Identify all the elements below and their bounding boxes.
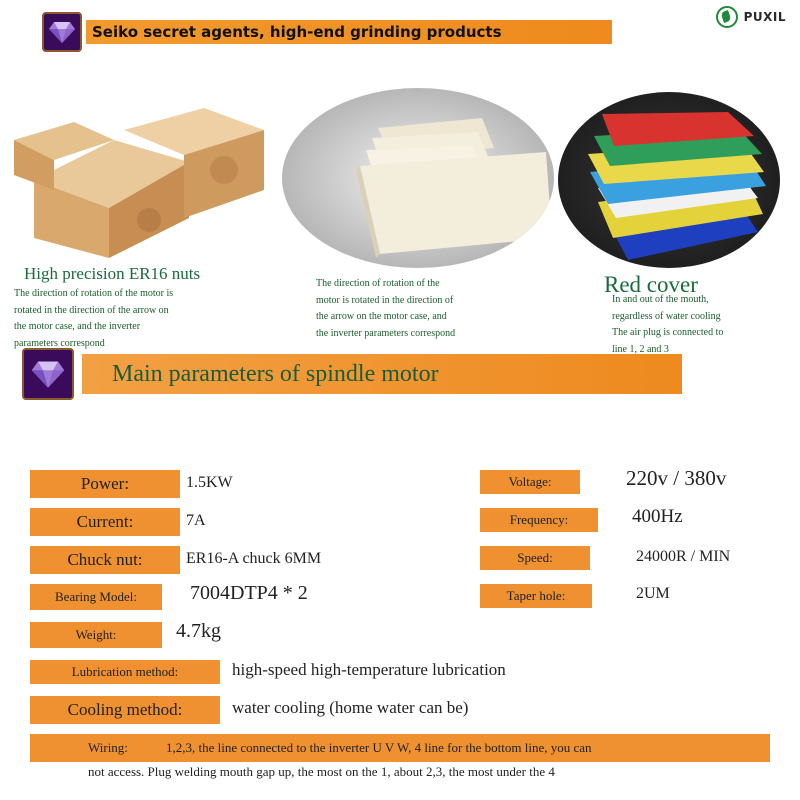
cooling-label: Cooling method: [30,696,220,724]
purple-gem-icon [42,12,82,52]
brand-name: PUXIL [743,10,786,24]
weight-label: Weight: [30,622,162,648]
wiring-value-line2: not access. Plug welding mouth gap up, the most on the 1, about 2,3, the most under the 4 [88,764,555,779]
chuck-nut-label: Chuck nut: [30,546,180,574]
section-banner [22,346,682,402]
feature-line: line 1, 2 and 3 [612,343,669,355]
power-value: 1.5KW [186,474,233,491]
bearing-label: Bearing Model: [30,584,162,610]
feature-line: The direction of rotation of the motor is [14,288,174,299]
brand-logo [716,6,786,28]
frequency-label: Frequency: [480,508,598,532]
leaf-logo-icon [716,6,738,28]
lubrication-label: Lubrication method: [30,660,220,684]
current-value: 7A [186,512,206,529]
current-label: Current: [30,508,180,536]
feature-title-red-cover: Red cover [604,272,698,297]
speed-value: 24000R / MIN [636,548,731,565]
header-banner [42,10,612,54]
feature-line: The direction of rotation of the [316,278,440,289]
feature-text-rotation [316,276,546,342]
colored-boards-photo [558,92,780,268]
voltage-label: Voltage: [480,470,580,494]
purple-gem-icon [22,348,74,400]
feature-line: The air plug is connected to [612,327,724,338]
wiring-label: Wiring: [88,740,128,755]
bearing-value: 7004DTP4 * 2 [190,582,308,604]
taper-hole-value: 2UM [636,585,670,602]
weight-value: 4.7kg [176,620,221,642]
feature-line: regardless of water cooling [612,310,721,322]
feature-line: the motor case, and the inverter [14,321,141,332]
feature-line: motor is rotated in the direction of [316,294,454,306]
header-banner-text: Seiko secret agents, high-end grinding products [92,23,502,41]
feature-line: the inverter parameters correspond [316,327,456,339]
feature-line: the arrow on the motor case, and [316,311,447,322]
white-sheets-photo [282,88,554,268]
speed-label: Speed: [480,546,590,570]
wiring-value-line1: 1,2,3, the line connected to the inverter U V W, 4 line for the bottom line, you can [166,740,592,755]
feature-line: parameters correspond [14,337,105,349]
lubrication-value: high-speed high-temperature lubrication [232,660,506,679]
feature-line: In and out of the mouth, [612,294,709,305]
voltage-value: 220v / 380v [626,466,727,490]
power-label: Power: [30,470,180,498]
cooling-value: water cooling (home water can be) [232,698,469,717]
section-banner-text: Main parameters of spindle motor [112,360,439,387]
chuck-nut-value: ER16-A chuck 6MM [186,550,322,567]
wood-blocks-photo [14,100,276,258]
feature-title-er16: High precision ER16 nuts [24,264,201,283]
taper-hole-label: Taper hole: [480,584,592,608]
feature-line: rotated in the direction of the arrow on [14,304,169,316]
frequency-value: 400Hz [632,506,683,527]
feature-text-er16 [14,286,284,352]
